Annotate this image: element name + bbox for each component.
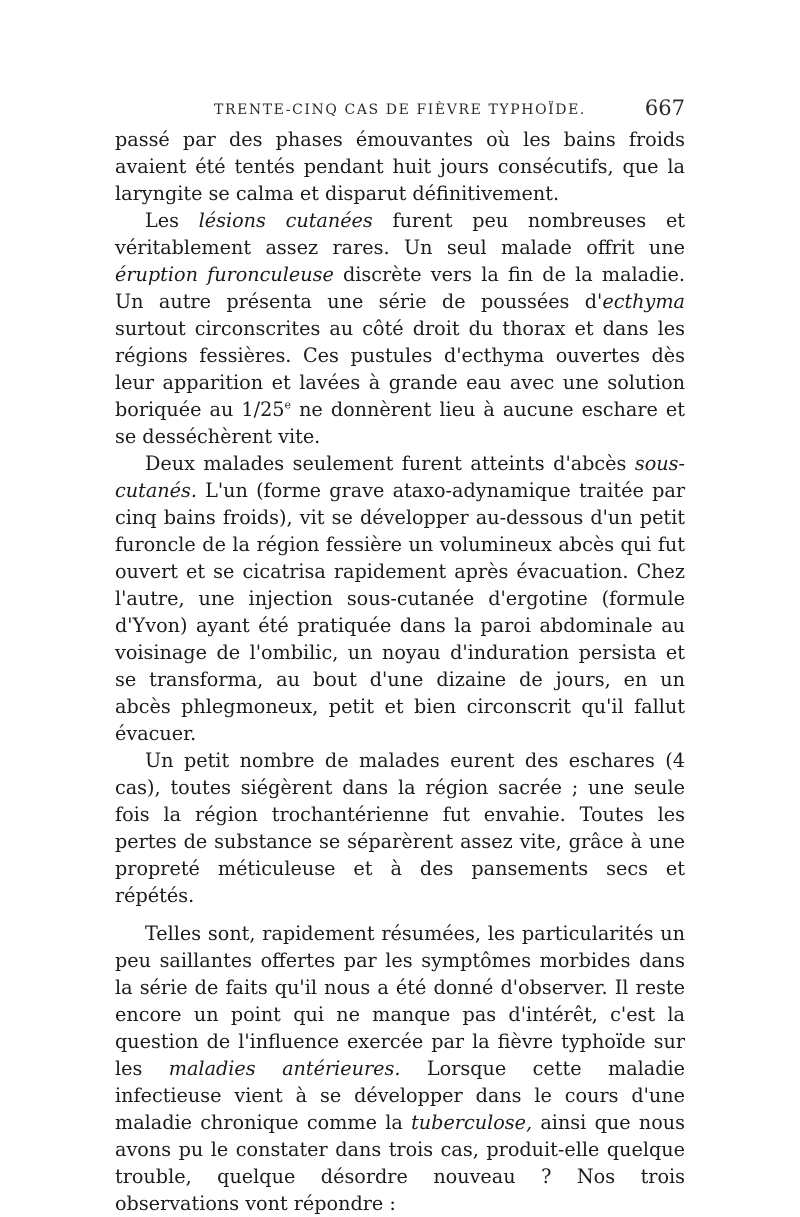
running-head: TRENTE-CINQ CAS DE FIÈVRE TYPHOÏDE.: [214, 102, 586, 118]
text-run: Un petit nombre de malades eurent des eschares (4 cas), toutes siégèrent dans la région sacrée ; une seule fois la région trochantérienne fut envahie. Toutes les pertes de substance se séparèrent assez vite, grâce à une propreté méticuleuse et à des pansements secs et répétés.: [115, 749, 685, 907]
italic-text: maladies antérieures.: [168, 1057, 401, 1080]
paragraph-5: [115, 920, 685, 1217]
text-run: Lorsque cette maladie infectieuse vient à se développer dans le cours d'une maladie chronique comme la: [115, 1057, 685, 1134]
superscript: e: [284, 398, 292, 412]
italic-text: éruption furonculeuse: [115, 263, 334, 286]
italic-text: lésions cutanées: [198, 209, 373, 232]
paragraph-4: [115, 747, 685, 909]
text-run: Telles sont, rapidement résumées, les particularités un peu saillantes offertes par les symptômes morbides dans la série de faits qu'il nous a été donné d'observer. Il reste encore un point qui ne manque pas d'intérêt, c'est la question de l'influence exercée par la fièvre typhoïde sur les: [115, 922, 685, 1080]
paragraph-2: [115, 207, 685, 450]
text-run: Les: [145, 209, 199, 232]
text-run: ne donnèrent lieu à aucune eschare et se desséchèrent vite.: [115, 398, 685, 448]
body-text: [115, 126, 685, 1217]
paragraph-1: [115, 126, 685, 207]
text-run: ainsi que nous avons pu le constater dans trois cas, produit-elle quelque trouble, quelque désordre nouveau ? Nos trois observations vont répondre :: [115, 1111, 685, 1215]
italic-text: ecthyma: [602, 290, 685, 313]
text-run: L'un (forme grave ataxo-adynamique traitée par cinq bains froids), vit se développer au-dessous d'un petit furoncle de la région fessière un volumineux abcès qui fut ouvert et se cicatrisa rapidement après évacuation. Chez l'autre, une injection sous-cutanée d'ergotine (formule d'Yvon) ayant été pratiquée dans la paroi abdominale au voisinage de l'ombilic, un noyau d'induration persista et se transforma, au bout d'une dizaine de jours, en un abcès phlegmoneux, petit et bien circonscrit qu'il fallut évacuer.: [115, 479, 685, 745]
italic-text: tuberculose,: [411, 1111, 533, 1134]
text-run: surtout circonscrites au côté droit du thorax et dans les régions fessières. Ces pustules d'ecthyma ouvertes dès leur apparition et lavées à grande eau avec une solution boriquée au 1/25: [115, 317, 685, 421]
text-run: passé par des phases émouvantes où les bains froids avaient été tentés pendant huit jours consécutifs, que la laryngite se calma et disparut définitivement.: [115, 128, 685, 205]
text-run: Deux malades seulement furent atteints d'abcès: [145, 452, 635, 475]
text-run: furent peu nombreuses et véritablement assez rares. Un seul malade offrit une: [115, 209, 686, 259]
text-run: discrète vers la fin de la maladie. Un autre présenta une série de poussées d': [115, 263, 685, 313]
page-number: 667: [644, 96, 685, 120]
italic-text: sous-cutanés.: [115, 452, 685, 502]
paragraph-3: [115, 450, 685, 747]
page-header: [115, 96, 685, 124]
